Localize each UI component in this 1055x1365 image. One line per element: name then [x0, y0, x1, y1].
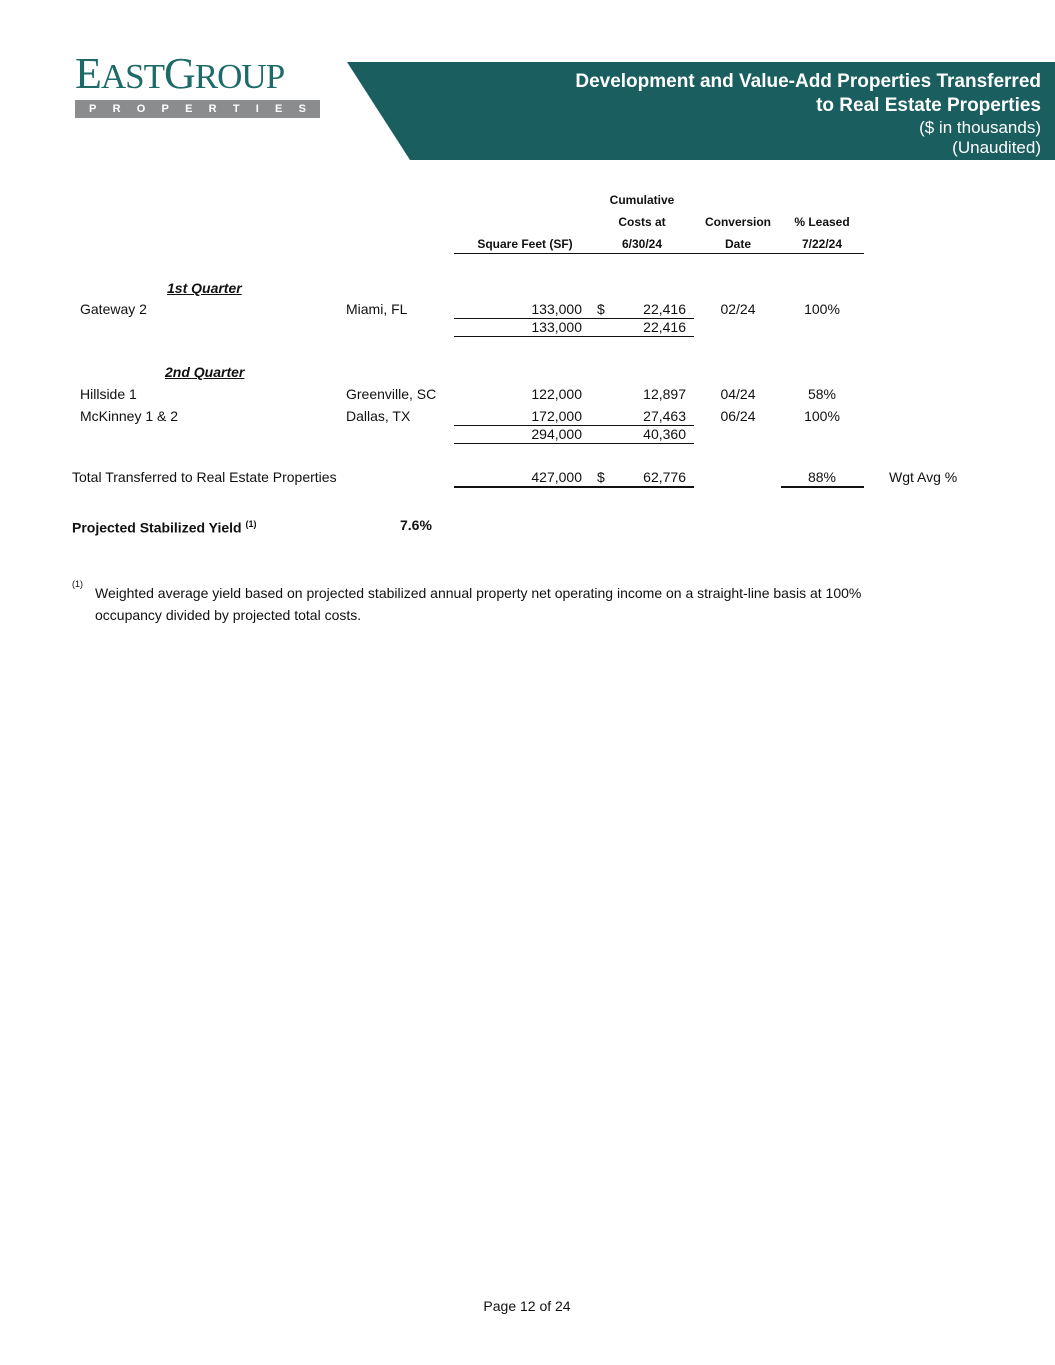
total-sf: 427,000 — [531, 469, 582, 485]
logo-sub-letter: P — [89, 103, 97, 115]
total-label: Total Transferred to Real Estate Properties — [72, 469, 337, 485]
q1-subtotal-sf: 133,000 — [531, 319, 582, 335]
q2-heading: 2nd Quarter — [165, 364, 245, 380]
logo-sub-letter: S — [298, 103, 306, 115]
footnote-text — [95, 582, 861, 626]
q1-heading: 1st Quarter — [167, 280, 242, 296]
logo-sub-letter: O — [136, 103, 146, 115]
page-title-line2: to Real Estate Properties — [816, 95, 1041, 116]
percent-leased: 58% — [807, 386, 837, 402]
logo-sub-letter: P — [161, 103, 169, 115]
property-sf: 122,000 — [531, 386, 582, 402]
col-header-cost-2: Costs at — [618, 215, 666, 229]
property-cost: 27,463 — [643, 408, 686, 424]
logo-sub-letter: I — [255, 103, 259, 115]
conversion-date: 02/24 — [720, 301, 756, 317]
logo-letters: ROUP — [194, 57, 285, 96]
logo-letter: E — [75, 49, 101, 98]
property-sf: 133,000 — [531, 301, 582, 317]
col-header-cost-3: 6/30/24 — [621, 237, 663, 251]
logo-sub-letter: R — [208, 103, 217, 115]
property-name: McKinney 1 & 2 — [80, 408, 179, 424]
col-header-cost-1: Cumulative — [609, 193, 675, 207]
yield-label-row — [72, 516, 257, 537]
page-subtitle-line2: (Unaudited) — [952, 138, 1041, 157]
col-header-leased-2: 7/22/24 — [801, 237, 843, 251]
footnote-line1: Weighted average yield based on projected stabilized annual property net operating income on a straight-line basis at 100% — [95, 585, 862, 601]
property-cost: 12,897 — [643, 386, 686, 402]
dollar-sign: $ — [597, 469, 605, 485]
logo-letters: AST — [100, 57, 165, 96]
total-rule — [781, 486, 864, 488]
footnote-line2: occupancy divided by projected total costs. — [95, 607, 362, 623]
property-cost: 22,416 — [643, 301, 686, 317]
subtotal-rule — [454, 443, 694, 444]
weighted-average-note: Wgt Avg % — [889, 469, 958, 485]
q1-subtotal-cost: 22,416 — [643, 319, 686, 335]
property-location: Dallas, TX — [346, 408, 411, 424]
q2-subtotal-sf: 294,000 — [531, 426, 582, 442]
property-name: Gateway 2 — [80, 301, 147, 317]
dollar-sign: $ — [597, 301, 605, 317]
logo-sub-letter: R — [112, 103, 121, 115]
page-subtitle-line1: ($ in thousands) — [919, 118, 1041, 137]
total-leased: 88% — [807, 469, 837, 485]
property-name: Hillside 1 — [80, 386, 137, 402]
yield-footnote-marker: (1) — [245, 519, 257, 529]
col-header-sf: Square Feet (SF) — [477, 237, 573, 251]
logo-letter: G — [164, 49, 195, 98]
subtotal-rule — [454, 336, 694, 337]
property-location: Miami, FL — [346, 301, 408, 317]
conversion-date: 06/24 — [720, 408, 756, 424]
logo-sub-letter: E — [185, 103, 193, 115]
conversion-date: 04/24 — [720, 386, 756, 402]
property-location: Greenville, SC — [346, 386, 437, 402]
total-rule — [454, 486, 694, 488]
percent-leased: 100% — [804, 408, 840, 424]
total-cost: 62,776 — [643, 469, 686, 485]
logo-sub-letter: T — [232, 103, 240, 115]
page-title-line1: Development and Value-Add Properties Transferred — [575, 71, 1041, 92]
header-rule — [454, 253, 864, 254]
col-header-leased-1: % Leased — [794, 215, 850, 229]
q2-subtotal-cost: 40,360 — [643, 426, 686, 442]
property-sf: 172,000 — [531, 408, 582, 424]
header-text — [575, 70, 1041, 158]
company-logo-subbar — [75, 100, 320, 118]
footnote-marker: (1) — [72, 579, 83, 589]
company-logo-wordmark — [75, 49, 321, 98]
page-number: Page 12 of 24 — [483, 1298, 571, 1314]
yield-value: 7.6% — [400, 517, 432, 533]
percent-leased: 100% — [804, 301, 840, 317]
col-header-conversion-2: Date — [724, 237, 751, 251]
logo-sub-letter: E — [275, 103, 283, 115]
yield-label: Projected Stabilized Yield — [72, 519, 242, 536]
col-header-conversion-1: Conversion — [704, 215, 771, 229]
